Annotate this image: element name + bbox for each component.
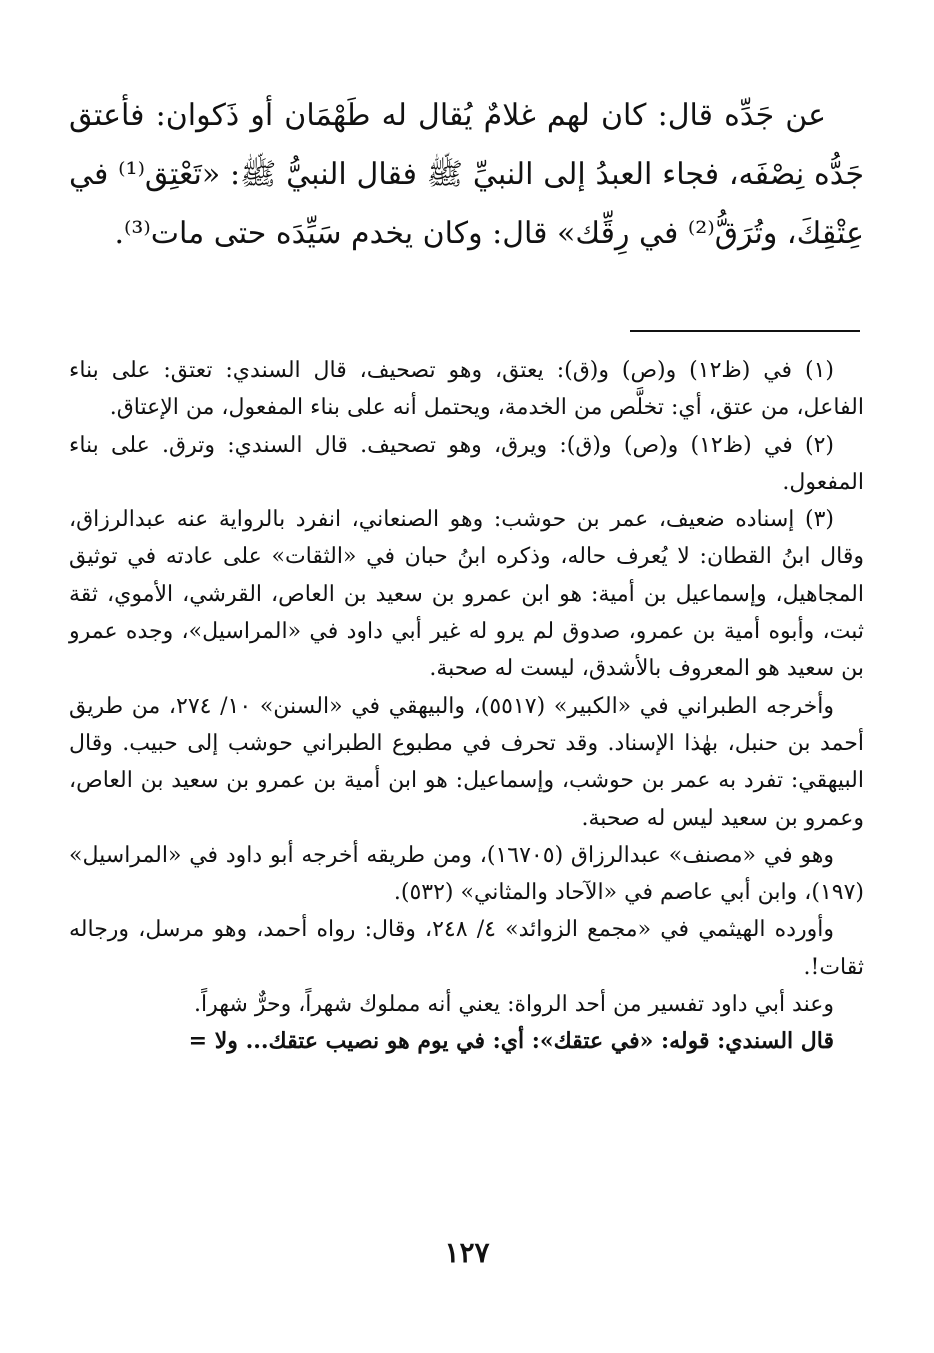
- footnote-separator: [630, 330, 860, 332]
- footnote-3-abu-dawud: وعند أبي داود تفسير من أحد الرواة: يعني أنه مملوك شهراً، وحرٌّ شهراً.: [194, 992, 834, 1018]
- footnote-3-sindi: قال السندي: قوله: «في عتقك»: أي: في يوم هو نصيب عتقك... ولا =: [188, 1028, 834, 1055]
- footnote-3-haythami: وأورده الهيثمي في «مجمع الزوائد» ٤/ ٢٤٨، وقال: رواه أحمد، وهو مرسل، ورجاله ثقات!.: [69, 917, 864, 980]
- main-text-block: [69, 86, 864, 263]
- footnote-3-musannaf: وهو في «مصنف» عبدالرزاق (١٦٧٠٥)، ومن طريقه أخرجه أبو داود في «المراسيل» (١٩٧)، وابن أبي عاصم في «الآحاد والمثاني» (٥٣٢).: [69, 842, 864, 906]
- footnote-1: (١) في (ظ١٢) و(ص) و(ق): يعتق، وهو تصحيف، قال السندي: تعتق: على بناء الفاعل، من عتق، أي: تخلَّص من الخدمة، ويحتمل أنه على بناء المفعول، من الإعتاق.: [69, 358, 864, 421]
- main-paragraph: عن جَدِّه قال: كان لهم غلامٌ يُقال له طَهْمَان أو ذَكوان: فأعتق جَدُّه نِصْفَه، فجاء العبدُ إلى النبيِّ ﷺ فقال النبيُّ ﷺ: «تَعْتِق⁽¹⁾ في عِتْقِكَ، وتُرَقُّ⁽²⁾ في رِقِّك» قال: وكان يخدم سَيِّدَه حتى مات⁽³⁾.: [69, 98, 864, 251]
- page-number: ١٢٧: [444, 1236, 490, 1269]
- footnote-3-takhrij: وأخرجه الطبراني في «الكبير» (٥٥١٧)، والبيهقي في «السنن» ١٠/ ٢٧٤، من طريق أحمد بن حنبل، بهٰذا الإسناد. وقد تحرف في مطبوع الطبراني حوشب إلى حبيب. وقال البيهقي: تفرد به عمر بن حوشب، وإسماعيل: هو ابن أمية بن عمرو بن سعيد بن العاص، وعمرو بن سعيد ليس له صحبة.: [69, 693, 865, 831]
- footnotes-block: [69, 352, 864, 1061]
- footnote-3: (٣) إسناده ضعيف، عمر بن حوشب: وهو الصنعاني، انفرد بالرواية عنه عبدالرزاق، وقال ابنُ القطان: لا يُعرف حاله، وذكره ابنُ حبان في «الثقات» على عادته في توثيق المجاهيل، وإسماعيل بن أمية: هو ابن عمرو بن سعيد بن العاص، القرشي، الأموي، ثقة ثبت، وأبوه أمية بن عمرو، صدوق لم يرو له غير أبي داود في «المراسيل»، وجده عمرو بن سعيد هو المعروف بالأشدق، ليست له صحبة.: [69, 507, 864, 682]
- footnote-2: (٢) في (ظ١٢) و(ص) و(ق): ويرق، وهو تصحيف. قال السندي: وترق. على بناء المفعول.: [69, 432, 864, 495]
